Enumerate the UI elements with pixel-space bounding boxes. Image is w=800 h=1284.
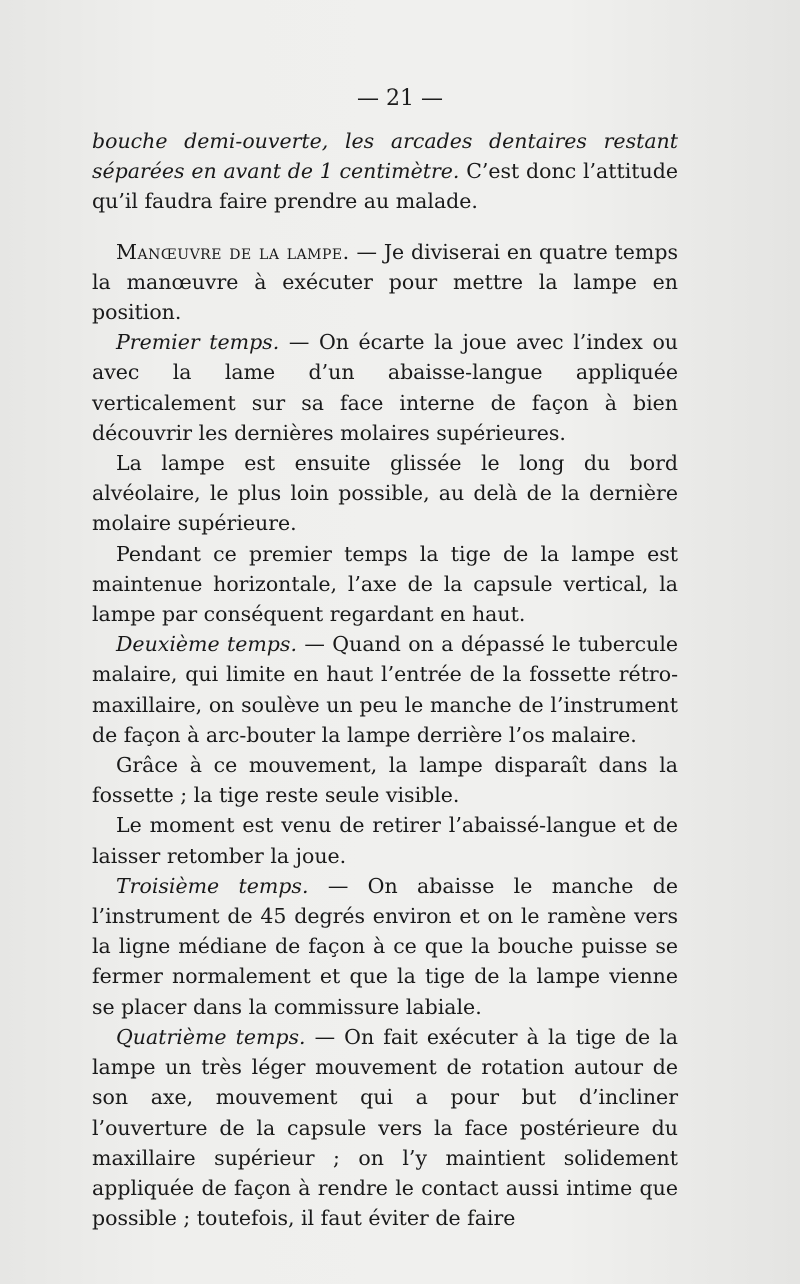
paragraph-continuation	[92, 126, 678, 217]
step-heading: Quatrième temps.	[116, 1024, 306, 1049]
paragraph-premier-temps	[92, 327, 678, 448]
paragraph-deuxieme-temps	[92, 629, 678, 750]
paragraph-text: C’est donc l’attitude qu’il faudra faire prendre au malade.	[92, 159, 679, 214]
step-heading: Premier temps.	[116, 330, 280, 355]
body-text	[92, 126, 678, 1233]
paragraph: Le moment est venu de retirer l’abaissé-langue et de laisser retomber la joue.	[92, 813, 678, 868]
paragraph-text: — On écarte la joue avec l’index ou avec la lame d’un abaisse-langue appliquée verticalement sur sa face interne de façon à bien découvrir les dernières molaires supérieures.	[92, 330, 678, 445]
section-heading: Manœuvre de la lampe.	[116, 239, 350, 264]
step-heading: Troisième temps.	[116, 873, 309, 898]
paragraph-text: — Quand on a dépassé le tubercule malaire, qui limite en haut l’entrée de la fossette rétro-maxillaire, on soulève un peu le manche de l’instrument de façon à arc-bouter la lampe derrière l’os malaire.	[92, 632, 679, 747]
paragraph: La lampe est ensuite glissée le long du bord alvéolaire, le plus loin possible, au delà de la dernière molaire supérieure.	[92, 451, 678, 536]
page-number: — 21 —	[357, 86, 443, 111]
paragraph-quatrieme-temps	[92, 1022, 678, 1233]
paragraph: Grâce à ce mouvement, la lampe disparaît dans la fossette ; la tige reste seule visible.	[92, 753, 678, 808]
step-heading: Deuxième temps.	[116, 632, 297, 657]
paragraph-troisieme-temps	[92, 871, 678, 1022]
paragraph-manoeuvre	[92, 237, 678, 328]
paragraph: Pendant ce premier temps la tige de la lampe est maintenue horizontale, l’axe de la capsule vertical, la lampe par conséquent regardant en haut.	[92, 541, 678, 627]
paragraph-text: — On abaisse le manche de l’instrument de 45 degrés environ et on le ramène vers la ligne médiane de façon à ce que la bouche puisse se fermer normalement et que la tige de la lampe vienne se placer dans la commissure labiale.	[92, 873, 678, 1019]
paragraph-text: — On fait exécuter à la tige de la lampe un très léger mouvement de rotation autour de son axe, mouvement qui a pour but d’incliner l’ouverture de la capsule vers la face postérieure du maxillaire supérieur ; on l’y maintient solidement appliquée de façon à rendre le contact aussi intime que possible ; toutefois, il faut éviter de faire	[92, 1024, 678, 1231]
paragraph-text: — Je diviserai en quatre temps la manœuvre à exécuter pour mettre la lampe en position.	[92, 239, 679, 325]
italic-text: bouche demi-ouverte, les arcades dentaires restant séparées en avant de 1 centimètre.	[92, 129, 678, 184]
